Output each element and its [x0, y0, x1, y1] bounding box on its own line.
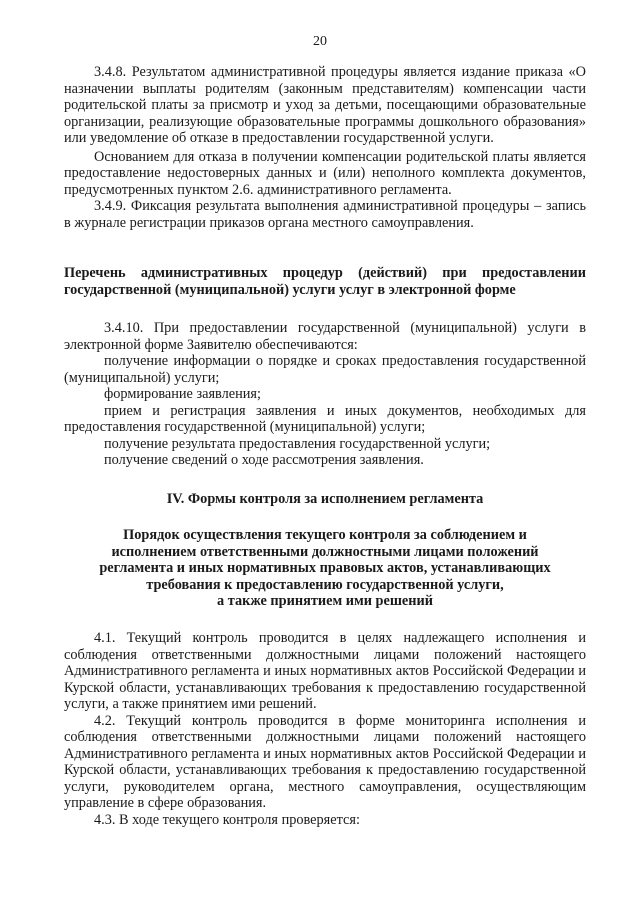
list-item: получение сведений о ходе рассмотрения заявления. — [104, 452, 424, 468]
subheading-line: требования к предоставлению государственной услуги, — [146, 576, 504, 593]
chapter-4-subheading-block — [64, 527, 586, 610]
subheading-line: исполнением ответственными должностными лицами положений — [111, 543, 539, 560]
paragraph-3-4-8: 3.4.8. Результатом административной процедуры является издание приказа «О назначении выплаты родителям (законным представителям) компенсации части родительской платы за присмотр и уход за детьми, посещающими образовательные организации, реализующие образовательные программы дошкольного образования» или уведомление об отказе в предоставлении государственной услуги. — [64, 64, 586, 146]
electronic-form-heading-block — [64, 265, 586, 298]
paragraph-4-1: 4.1. Текущий контроль проводится в целях надлежащего исполнения и соблюдения ответственными должностными лицами положений настоящего Административного регламента и иных нормативных актов Российской Федерации и Курской области, устанавливающих требования к предоставлению государственной услуги, а также принятием ими решений. — [64, 630, 586, 712]
page-number: 20 — [313, 34, 327, 49]
paragraph-4-3: 4.3. В ходе текущего контроля проверяется: — [94, 811, 360, 828]
subheading-line: Порядок осуществления текущего контроля за соблюдением и — [123, 527, 527, 543]
list-item: получение результата предоставления государственной услуги; — [104, 435, 491, 452]
chapter-4-title-block — [64, 491, 586, 508]
paragraph-refusal-basis: Основанием для отказа в получении компенсации родительской платы является предоставление недостоверных данных и (или) неполного комплекта документов, предусмотренных пунктом 2.6. административного регламента. — [64, 148, 586, 198]
list-item: формирование заявления; — [104, 386, 261, 402]
electronic-form-heading: Перечень административных процедур (действий) при предоставлении государственной (муниципальной) услуги услуг в электронной форме — [64, 265, 586, 298]
subheading-line: а также принятием ими решений — [217, 593, 433, 609]
section-3-4-8 — [64, 64, 586, 231]
subheading-line: регламента и иных нормативных правовых актов, устанавливающих — [99, 560, 551, 576]
paragraph-3-4-9: 3.4.9. Фиксация результата выполнения административной процедуры – запись в журнале регистрации приказов органа местного самоуправления. — [64, 198, 586, 231]
chapter-title: IV. Формы контроля за исполнением регламента — [166, 491, 484, 507]
list-item: прием и регистрация заявления и иных документов, необходимых для предоставления государственной (муниципальной) услуги; — [64, 402, 586, 435]
paragraph-4-2: 4.2. Текущий контроль проводится в форме мониторинга исполнения и соблюдения ответственными должностными лицами положений настоящего Административного регламента и иных нормативных актов Российской Федерации и Курской области, устанавливающих требования к предоставлению государственной услуги, руководителем органа, местного самоуправления, осуществляющим управление в сфере образования. — [64, 712, 586, 811]
section-3-4-10 — [64, 320, 586, 469]
list-item: получение информации о порядке и сроках предоставления государственной (муниципальной) услуги; — [64, 353, 586, 386]
paragraph-3-4-10-intro: 3.4.10. При предоставлении государственной (муниципальной) услуги в электронной форме Заявителю обеспечиваются: — [64, 320, 586, 353]
chapter-4-body — [64, 630, 586, 828]
